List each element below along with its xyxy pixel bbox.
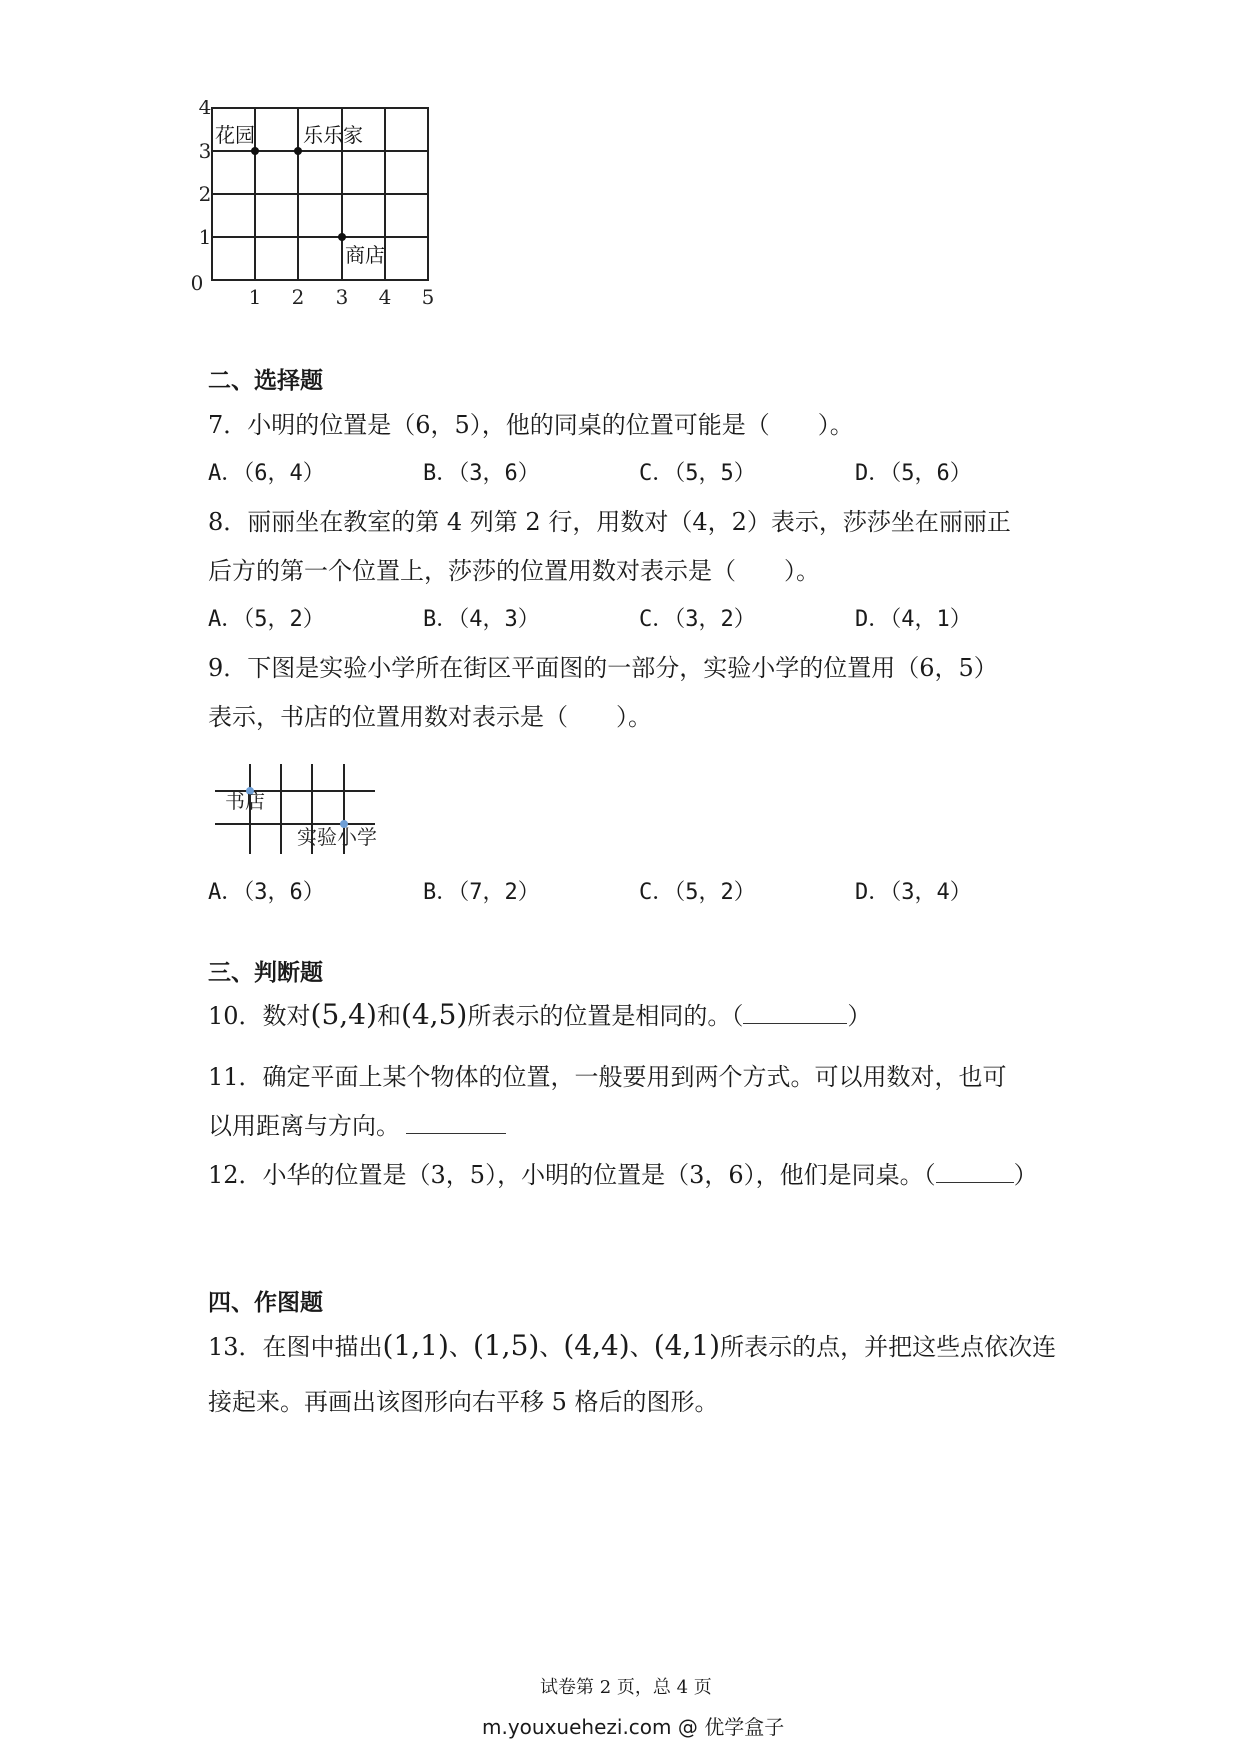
x-tick: 5 xyxy=(421,285,435,309)
section-heading: 三、判断题 xyxy=(208,960,323,986)
y-tick: 2 xyxy=(198,182,212,206)
q12-text: 12．小华的位置是（3，5），小明的位置是（3，6），他们是同桌。（ xyxy=(208,1161,936,1189)
question-9-line1: 9．下图是实验小学所在街区平面图的一部分，实验小学的位置用（6，5） xyxy=(208,654,998,682)
option-d[interactable]: D．（3，4） xyxy=(855,880,972,905)
option-a[interactable]: A．（3，6） xyxy=(208,880,325,905)
section-heading: 二、选择题 xyxy=(208,368,323,394)
number-pair: (4,4) xyxy=(563,1329,630,1362)
q13-prefix: 13．在图中描出 xyxy=(208,1333,383,1361)
answer-blank[interactable] xyxy=(743,1022,847,1024)
question-12 xyxy=(208,1159,1038,1191)
option-a[interactable]: A．（6，4） xyxy=(208,461,325,486)
question-13-line1 xyxy=(208,1330,1056,1363)
question-11-line1: 11．确定平面上某个物体的位置，一般要用到两个方式。可以用数对，也可 xyxy=(208,1063,1007,1091)
q11-text: 以用距离与方向。 xyxy=(208,1112,400,1140)
section-heading: 四、作图题 xyxy=(208,1290,323,1316)
label-lele-home: 乐乐家 xyxy=(303,123,363,147)
answer-blank[interactable] xyxy=(406,1132,506,1134)
number-pair: (4,5) xyxy=(400,998,468,1031)
page-footer: 试卷第 2 页，总 4 页 xyxy=(540,1677,712,1698)
x-tick: 3 xyxy=(335,285,349,309)
y-tick: 4 xyxy=(198,100,212,119)
q12-end: ） xyxy=(1013,1161,1038,1189)
number-pair: (1,1) xyxy=(382,1329,449,1362)
point-garden xyxy=(251,147,259,155)
number-pair: (5,4) xyxy=(310,998,377,1031)
point-lele-home xyxy=(294,147,302,155)
option-c[interactable]: C．（3，2） xyxy=(639,607,756,632)
option-b[interactable]: B．（7，2） xyxy=(423,880,540,905)
option-c[interactable]: C．（5，5） xyxy=(639,461,756,486)
option-d[interactable]: D．（4，1） xyxy=(855,607,972,632)
question-11-line2 xyxy=(208,1110,506,1142)
option-b[interactable]: B．（4，3） xyxy=(423,607,540,632)
answer-blank[interactable] xyxy=(936,1181,1014,1183)
question-8-line2: 后方的第一个位置上，莎莎的位置用数对表示是（ ）。 xyxy=(208,557,820,585)
label-bookstore: 书店 xyxy=(225,789,265,813)
question-7: 7．小明的位置是（6，5），他的同桌的位置可能是（ ）。 xyxy=(208,411,854,439)
y-tick: 3 xyxy=(198,139,212,163)
option-a[interactable]: A．（5，2） xyxy=(208,607,325,632)
question-10 xyxy=(208,999,871,1032)
option-d[interactable]: D．（5，6） xyxy=(855,461,972,486)
number-pair: (1,5) xyxy=(472,1329,540,1362)
option-c[interactable]: C．（5，2） xyxy=(639,880,756,905)
x-tick: 2 xyxy=(291,285,305,309)
y-tick: 0 xyxy=(190,271,204,295)
street-map-figure xyxy=(215,760,405,858)
q10-prefix: 10．数对 xyxy=(208,1002,311,1030)
label-garden: 花园 xyxy=(215,123,255,147)
question-13-line2: 接起来。再画出该图形向右平移 5 格后的图形。 xyxy=(208,1388,719,1416)
separator: 、 xyxy=(629,1333,654,1361)
separator: 、 xyxy=(539,1333,564,1361)
position-grid-figure xyxy=(185,100,455,310)
option-b[interactable]: B．（3，6） xyxy=(423,461,540,486)
q10-end: ） xyxy=(847,1002,872,1030)
label-shop: 商店 xyxy=(345,243,385,267)
q10-mid: 和 xyxy=(376,1002,401,1030)
point-shop xyxy=(338,233,346,241)
question-8-line1: 8．丽丽坐在教室的第 4 列第 2 行，用数对（4，2）表示，莎莎坐在丽丽正 xyxy=(208,508,1011,536)
q10-suffix: 所表示的位置是相同的。（ xyxy=(467,1002,744,1030)
number-pair: (4,1) xyxy=(653,1329,721,1362)
q13-suffix: 所表示的点，并把这些点依次连 xyxy=(720,1333,1057,1361)
separator: 、 xyxy=(448,1333,473,1361)
label-school: 实验小学 xyxy=(297,825,377,849)
x-tick: 4 xyxy=(378,285,392,309)
y-tick: 1 xyxy=(198,225,212,249)
question-9-line2: 表示，书店的位置用数对表示是（ ）。 xyxy=(208,703,652,731)
x-tick: 1 xyxy=(248,285,262,309)
watermark: m.youxuehezi.com @ 优学盒子 xyxy=(482,1715,785,1739)
